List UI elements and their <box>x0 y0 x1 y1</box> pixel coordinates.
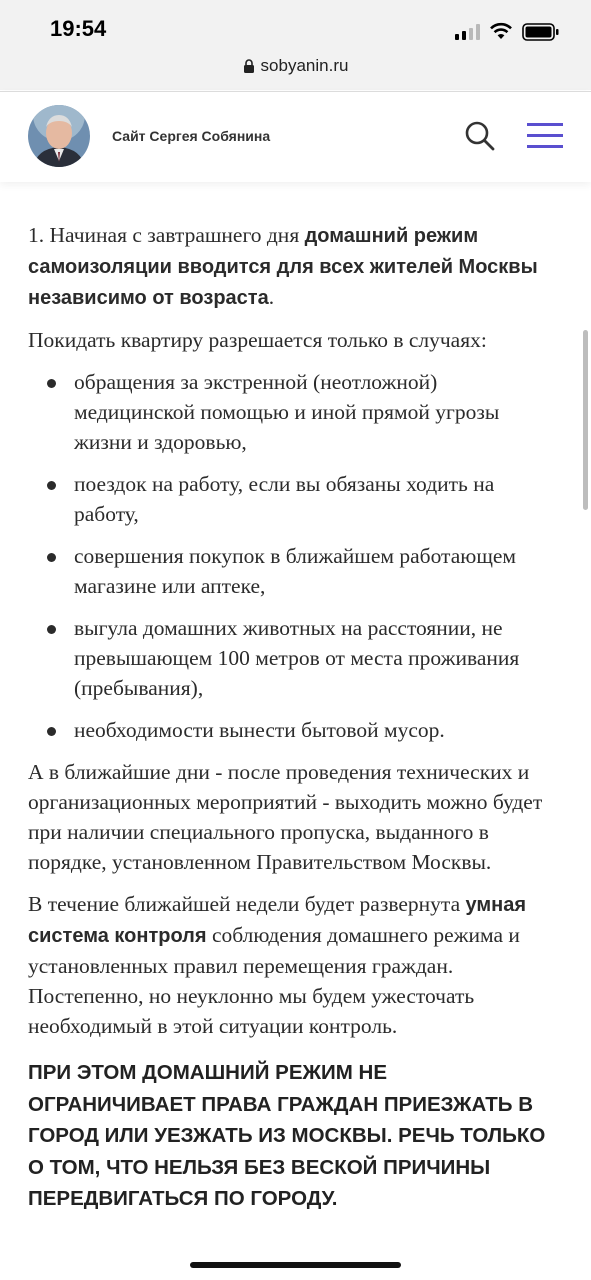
home-indicator[interactable] <box>190 1262 401 1268</box>
cellular-signal-icon <box>455 24 481 40</box>
status-time: 19:54 <box>50 16 107 41</box>
paragraph-5-caps: ПРИ ЭТОМ ДОМАШНИЙ РЕЖИМ НЕ ОГРАНИЧИВАЕТ ПРАВА ГРАЖДАН ПРИЕЗЖАТЬ В ГОРОД ИЛИ УЕЗЖАТЬ ИЗ МОСКВЫ. РЕЧЬ ТОЛЬКО О ТОМ, ЧТО НЕЛЬЗЯ БЕЗ ВЕСКОЙ ПРИЧИНЫ ПЕРЕДВИГАТЬСЯ ПО ГОРОДУ. <box>28 1061 546 1210</box>
paragraph-4-text: В течение ближайшей недели будет развернута <box>28 892 466 916</box>
list-item: совершения покупок в ближайшем работающем магазине или аптеке, <box>28 541 558 601</box>
address-bar[interactable] <box>0 56 591 76</box>
search-button[interactable] <box>464 120 496 152</box>
site-title[interactable]: Сайт Сергея Собянина <box>112 128 271 144</box>
article-body <box>28 220 558 1227</box>
scrollbar[interactable] <box>583 330 588 510</box>
site-header <box>0 91 591 182</box>
paragraph-4 <box>28 889 558 1041</box>
hamburger-menu-icon <box>527 123 563 149</box>
exceptions-list <box>28 367 558 745</box>
paragraph-1-end: . <box>268 285 275 309</box>
list-item: поездок на работу, если вы обязаны ходить на работу, <box>28 469 558 529</box>
list-item: обращения за экстренной (неотложной) медицинской помощью и иной прямой угрозы жизни и здоровью, <box>28 367 558 457</box>
battery-icon <box>522 22 560 42</box>
lock-icon <box>243 59 255 73</box>
paragraph-4-end: соблюдения домашнего режима и установленных правил перемещения граждан. Постепенно, но неуклонно мы будем ужесточать необходимый в этой ситуации контроль. <box>28 923 520 1038</box>
menu-button[interactable] <box>527 123 563 149</box>
paragraph-3: А в ближайшие дни - после проведения технических и организационных мероприятий - выходить можно будет при наличии специального пропуска, выданного в порядке, установленном Правительством Москвы. <box>28 760 543 874</box>
list-item: необходимости вынести бытовой мусор. <box>28 715 558 745</box>
paragraph-1-text: 1. Начиная с завтрашнего дня <box>28 223 305 247</box>
search-icon <box>464 120 496 152</box>
avatar[interactable] <box>28 105 90 167</box>
paragraph-4-bold: умная система контроля <box>28 894 527 947</box>
wifi-icon <box>489 22 513 40</box>
list-item: выгула домашних животных на расстоянии, не превышающем 100 метров от места проживания (пребывания), <box>28 613 558 703</box>
paragraph-1-bold: домашний режим самоизоляции вводится для всех жителей Москвы независимо от возраста <box>28 225 538 309</box>
paragraph-1 <box>28 220 558 313</box>
url-text: sobyanin.ru <box>260 56 349 75</box>
paragraph-2: Покидать квартиру разрешается только в случаях: <box>28 328 487 352</box>
status-bar <box>0 0 591 90</box>
